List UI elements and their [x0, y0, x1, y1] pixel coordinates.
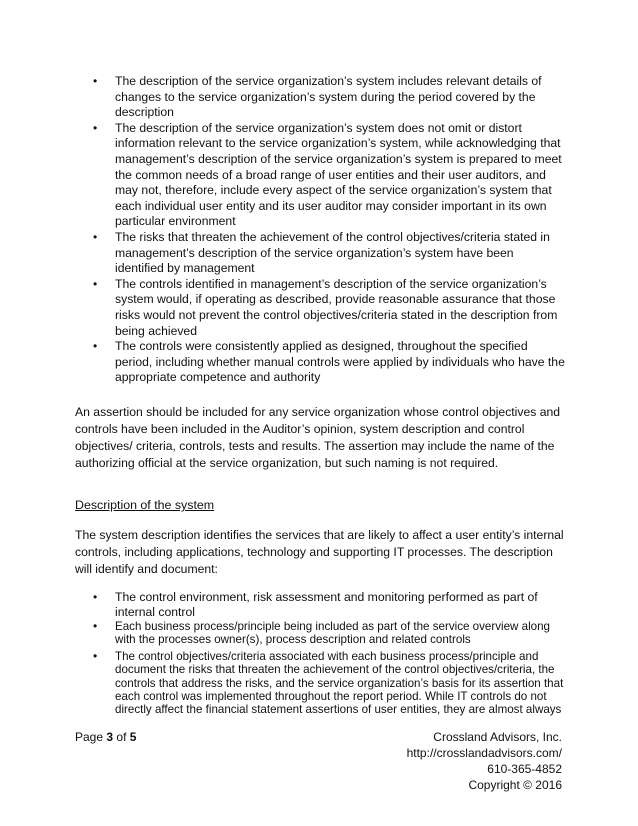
system-description-list [75, 590, 565, 621]
page-of: of [116, 730, 127, 744]
list-item: • The description of the service organization’s system does not omit or distort information relevant to the service organization’s system, while acknowledging that management’s description of the service organization’s system is prepared to meet the common needs of a broad range of user entities and their user auditors, and may not, therefore, include every aspect of the service organization’s system that each individual user entity and its user auditor may consider important in its own particular environment [75, 121, 565, 230]
section-heading: Description of the system [75, 498, 215, 512]
system-description-list-continued [75, 620, 565, 730]
phone-number: 610-365-4852 [487, 762, 562, 776]
assertion-paragraph: An assertion should be included for any service organization whose control objectives and controls have been included in the Auditor’s opinion, system description and control objectives/ criteria, controls, tests and results. The assertion may include the name of the authorizing official at the service organization, but such naming is not required. [75, 405, 561, 470]
page-current: 3 [106, 730, 114, 744]
list-item: • The description of the service organization’s system includes relevant details of changes to the service organization’s system during the period covered by the description [75, 74, 565, 121]
footer-contact [407, 729, 562, 793]
system-description-paragraph: The system description identifies the services that are likely to affect a user entity’s internal controls, including applications, technology and supporting IT processes. The description will identify and document: [75, 528, 564, 576]
copyright: Copyright © 2016 [468, 778, 562, 792]
list-item: • The risks that threaten the achievement of the control objectives/criteria stated in management’s description of the service organization’s system have been identified by management [75, 230, 565, 277]
company-name: Crossland Advisors, Inc. [433, 730, 562, 744]
list-item: • The controls identified in management’s description of the service organization’s system would, if operating as described, provide reasonable assurance that those risks would not prevent the control objectives/criteria stated in the description from being achieved [75, 277, 565, 339]
list-item: • Each business process/principle being included as part of the service overview along with the processes owner(s), process description and related controls [75, 620, 565, 647]
list-item: • The control objectives/criteria associated with each business process/principle and document the risks that threaten the achievement of the control objectives/criteria, the controls that address the risks, and the service organization’s basis for its assertion that each control was implemented throughout the report period. While IT controls do not directly affect the financial statement assertions of user entities, they are almost always [75, 650, 565, 717]
page-total: 5 [129, 730, 137, 744]
list-item: • The control environment, risk assessment and monitoring performed as part of internal control [75, 590, 565, 621]
page-label: Page [75, 730, 104, 744]
assertion-criteria-list [75, 74, 565, 386]
page-number [75, 729, 136, 745]
website-link[interactable]: http://crosslandadvisors.com/ [406, 746, 562, 760]
list-item: • The controls were consistently applied as designed, throughout the specified period, including whether manual controls were applied by individuals who have the appropriate competence and authority [75, 339, 565, 386]
